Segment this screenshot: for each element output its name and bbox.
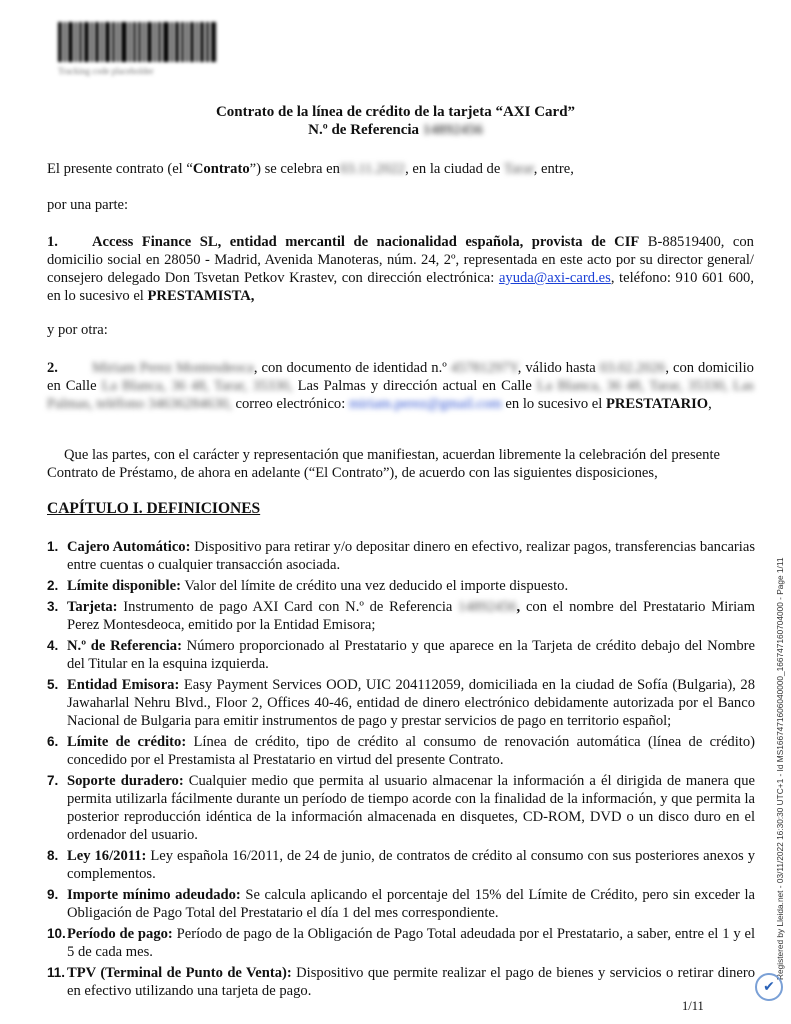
definition-term: TPV (Terminal de Punto de Venta): bbox=[67, 965, 292, 981]
definition-term: Cajero Automático: bbox=[67, 539, 191, 555]
definition-text: Dispositivo para retirar y/o depositar dinero en efectivo, realizar pagos, transferencias bancarias entre cuentas o cualquier transacción asociada. bbox=[67, 539, 755, 573]
definition-term: Período de pago: bbox=[67, 926, 173, 942]
party1-email-link[interactable]: ayuda@axi-card.es bbox=[498, 270, 611, 286]
contract-date: 03.11.2022 bbox=[339, 161, 406, 177]
reference-line bbox=[0, 121, 791, 139]
definition-item bbox=[47, 886, 755, 922]
definition-item bbox=[47, 964, 755, 1000]
party2-text: , bbox=[708, 396, 712, 412]
intro-text: , entre, bbox=[533, 161, 574, 177]
definition-term: Tarjeta: bbox=[67, 599, 118, 615]
agreement-line1: Que las partes, con el carácter y representación que manifiestan, acuerdan libremente la celebración del presente bbox=[64, 447, 720, 463]
reference-label: N.º de Referencia bbox=[308, 122, 420, 138]
definition-item bbox=[47, 637, 755, 673]
definition-text: Cualquier medio que permita al usuario almacenar la información a él dirigida de manera que permita utilizarla fácilmente durante un período de tiempo acorde con la finalidad de la información, y que permita la posterior reproducción idéntica de la información almacenada en disquetes, CD-ROM, DVD o un disco duro en el ordenador del usuario. bbox=[67, 773, 755, 843]
registration-side-text: Registered by Lleida.net - 03/11/2022 16:30:30 UTC+1 - Id MS1667471606040000_166747160704000 - Page 1/11 bbox=[775, 557, 785, 980]
party1-number: 1. bbox=[47, 234, 58, 250]
card-reference-number: 14892456 bbox=[458, 599, 517, 615]
page-number: 1/11 bbox=[682, 999, 704, 1013]
borrower-current-address: La Blanca, 36 48, bbox=[536, 378, 645, 394]
party1-company: Access Finance SL, entidad mercantil de nacionalidad española, provista de CIF bbox=[92, 234, 640, 250]
definition-number: 11. bbox=[47, 965, 66, 980]
definition-term: Límite de crédito: bbox=[67, 734, 187, 750]
chapter-heading: CAPÍTULO I. DEFINICIONES bbox=[47, 500, 261, 517]
definitions-list bbox=[47, 538, 755, 1003]
definition-number: 7. bbox=[47, 773, 59, 788]
certified-check-seal-icon: ✔ bbox=[755, 973, 783, 1001]
document-title: Contrato de la línea de crédito de la tarjeta “AXI Card” bbox=[215, 104, 576, 120]
barcode-caption: Tracking code placeholder bbox=[58, 66, 154, 76]
y-por-otra: y por otra: bbox=[47, 322, 108, 338]
definition-number: 3. bbox=[47, 599, 59, 614]
definition-text: Easy Payment Services OOD, UIC 204112059, domiciliada en la ciudad de Sofía (Bulgaria), 28 Jawaharlal Nehru Blvd., Floor 2, Offices 40-46, entidad de dinero electrónico debidamente autorizada por el Banco Nacional de Bulgaria para emitir instrumentos de pago y prestar servicios de pago en territorio español; bbox=[67, 677, 756, 729]
party2-text: en lo sucesivo bbox=[501, 396, 589, 412]
definition-number: 10. bbox=[47, 926, 66, 941]
contract-city: Tarar bbox=[503, 161, 534, 177]
definition-text: Ley española 16/2011, de 24 de junio, de contratos de crédito al consumo con sus posteriores anexos y complementos. bbox=[67, 848, 755, 882]
intro-text: , en la ciudad de bbox=[405, 161, 501, 177]
definition-number: 5. bbox=[47, 677, 59, 692]
definition-item bbox=[47, 847, 755, 883]
definition-number: 1. bbox=[47, 539, 59, 554]
contrato-term: Contrato bbox=[192, 161, 250, 177]
definition-text: Número proporcionado al Prestatario y que aparece en la Tarjeta de crédito debajo del Nombre del Titular en la esquina izquierda. bbox=[67, 638, 756, 672]
party2-number: 2. bbox=[47, 360, 58, 376]
definition-item bbox=[47, 772, 755, 844]
prestamista-term: PRESTAMISTA, bbox=[147, 288, 255, 304]
por-una-parte: por una parte: bbox=[47, 197, 129, 213]
party2-text: correo electrónico: bbox=[231, 396, 349, 412]
borrower-address: La Blanca, 36 48, Tarar, 35330, bbox=[101, 378, 293, 394]
party2-text: el bbox=[591, 396, 606, 412]
definition-item bbox=[47, 538, 755, 574]
party1-text: B-88519400, con domicilio social en 28050 - Madrid, Avenida Manoteras, núm. 24, 2º, representada en este acto por su director general/ consejero delegado Don Tsvetan Petkov Krastev, con dirección electrónica: bbox=[47, 234, 754, 286]
definition-term: Límite disponible: bbox=[67, 578, 181, 594]
definition-term: Importe mínimo adeudado: bbox=[67, 887, 241, 903]
intro-text: El presente contrato (el “ bbox=[47, 161, 193, 177]
party1-paragraph bbox=[47, 233, 754, 305]
party2-text: , con domicilio en Calle bbox=[47, 360, 754, 394]
agreement-line2: Contrato de Préstamo, de ahora en adelante (“El Contrato”), de acuerdo con las siguientes disposiciones, bbox=[47, 465, 658, 481]
intro-text: ”) se celebra en bbox=[249, 161, 340, 177]
party1-text: , teléfono: 910 601 600, en lo sucesivo el bbox=[47, 270, 754, 304]
definition-term: N.º de Referencia: bbox=[67, 638, 182, 654]
definition-item bbox=[47, 925, 755, 961]
definition-term: Entidad Emisora: bbox=[67, 677, 180, 693]
borrower-name: Miriam Perez Montesdeoca bbox=[92, 360, 254, 376]
definition-text: , bbox=[516, 599, 521, 615]
reference-number: 14892456 bbox=[422, 122, 483, 138]
definition-number: 4. bbox=[47, 638, 59, 653]
definition-text: Período de pago de la Obligación de Pago Total adeudada por el Prestatario, a saber, entre el 1 y el 5 de cada mes. bbox=[67, 926, 755, 960]
intro-paragraph bbox=[47, 160, 754, 178]
definition-number: 2. bbox=[47, 578, 59, 593]
definition-item bbox=[47, 577, 755, 595]
definition-text: Valor del límite de crédito una vez deducido el importe dispuesto. bbox=[180, 578, 569, 594]
definition-number: 8. bbox=[47, 848, 59, 863]
definition-text: con el nombre del Prestatario Miriam Perez Montesdeoca, emitido por la Entidad Emisora; bbox=[67, 599, 755, 633]
definition-number: 6. bbox=[47, 734, 59, 749]
id-valid-until: 03.02.2026 bbox=[599, 360, 666, 376]
party2-text: , válido hasta bbox=[517, 360, 596, 376]
borrower-phone: Tarar, 35330, Las Palmas, teléfono 34636284630, bbox=[47, 378, 754, 412]
barcode bbox=[58, 22, 218, 62]
definition-text: Instrumento de pago AXI Card con N.º de Referencia bbox=[117, 599, 459, 615]
definition-term: Ley 16/2011: bbox=[67, 848, 147, 864]
party2-paragraph bbox=[47, 359, 754, 413]
definition-text: Línea de crédito, tipo de crédito al consumo de renovación automática (línea de crédito) concedido por el Prestamista al Prestatario en virtud del presente Contrato. bbox=[67, 734, 755, 768]
borrower-email: miriam.perez@gmail.com bbox=[348, 396, 502, 412]
party2-text: Las Palmas y dirección actual en Calle bbox=[292, 378, 532, 394]
definition-number: 9. bbox=[47, 887, 59, 902]
definition-item bbox=[47, 676, 755, 730]
definition-text: Dispositivo que permite realizar el pago de bienes y servicios o retirar dinero en efectivo utilizando una tarjeta de pago. bbox=[67, 965, 756, 999]
party2-text: , con documento de identidad n.º bbox=[253, 360, 447, 376]
definition-item bbox=[47, 733, 755, 769]
definition-term: Soporte duradero: bbox=[67, 773, 184, 789]
definition-item bbox=[47, 598, 755, 634]
prestatario-term: PRESTATARIO bbox=[605, 396, 709, 412]
definition-text: Se calcula aplicando el porcentaje del 15% del Límite de Crédito, pero sin exceder la Obligación de Pago Total del Prestatario el día 1 del mes correspondiente. bbox=[67, 887, 755, 921]
borrower-id: 45781297Y bbox=[450, 360, 518, 376]
